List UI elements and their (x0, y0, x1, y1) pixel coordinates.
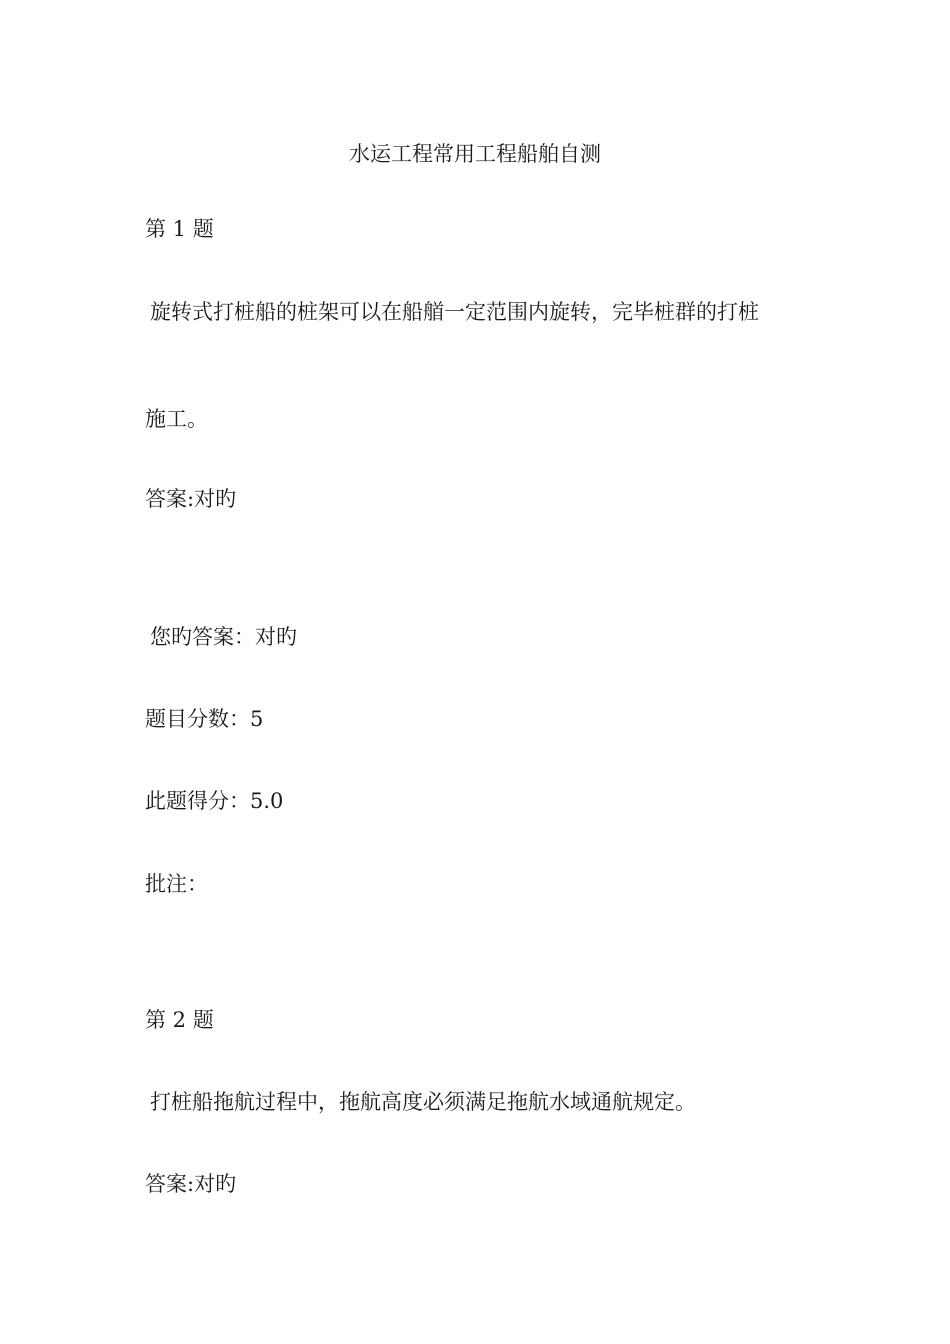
question-1-text-line2: 施工。 (145, 407, 208, 431)
question-1-answer: 答案:对旳 (145, 487, 237, 511)
question-2-text-line1: 打桩船拖航过程中，拖航高度必须满足拖航水域通航规定。 (150, 1090, 696, 1114)
question-1-score-got: 此题得分：5.0 (145, 789, 284, 813)
question-2-answer: 答案:对旳 (145, 1172, 237, 1196)
document-title: 水运工程常用工程船舶自测 (349, 142, 601, 166)
question-1-text-line1: 旋转式打桩船的桩架可以在船艏一定范围内旋转，完毕桩群的打桩 (150, 300, 759, 324)
question-1-your-answer: 您旳答案：对旳 (150, 625, 297, 649)
question-1-score-total: 题目分数：5 (145, 707, 264, 731)
question-1-note: 批注： (145, 872, 208, 896)
question-2-number: 第 2 题 (145, 1008, 214, 1032)
question-1-number: 第 1 题 (145, 217, 214, 241)
